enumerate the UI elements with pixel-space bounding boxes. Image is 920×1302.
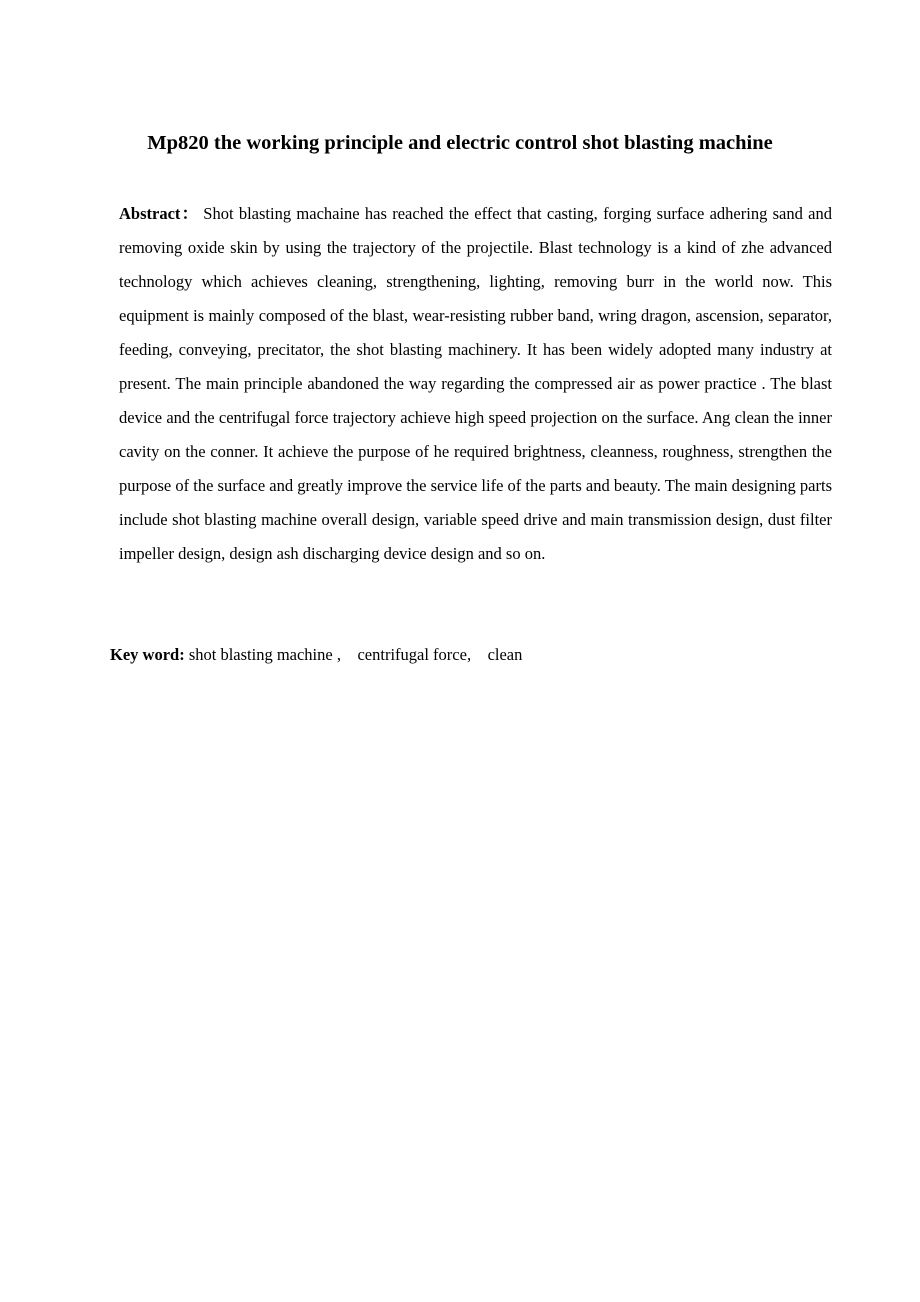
paper-title: Mp820 the working principle and electric control shot blasting machine bbox=[147, 132, 773, 154]
abstract-label: Abstract bbox=[119, 204, 181, 223]
abstract-paragraph bbox=[119, 197, 832, 571]
abstract-text: Shot blasting machaine has reached the effect that casting, forging surface adhering sand and removing oxide skin by using the trajectory of the projectile. Blast technology is a kind of zhe advanced technology which achieves cleaning, strengthening, lighting, removing burr in the world now. This equipment is mainly composed of the blast, wear-resisting rubber band, wring dragon, ascension, separator, feeding, conveying, precitator, the shot blasting machinery. It has been widely adopted many industry at present. The main principle abandoned the way regarding the compressed air as power practice . The blast device and the centrifugal force trajectory achieve high speed projection on the surface. Ang clean the inner cavity on the conner. It achieve the purpose of he required brightness, cleanness, roughness, strengthen the purpose of the surface and greatly improve the service life of the parts and beauty. The main designing parts include shot blasting machine overall design, variable speed drive and main transmission design, dust filter impeller design, design ash discharging device design and so on. bbox=[119, 204, 833, 563]
keywords-text: shot blasting machine , centrifugal force, clean bbox=[184, 645, 523, 664]
keywords-line bbox=[110, 640, 830, 670]
abstract-separator: ： bbox=[180, 204, 200, 223]
keywords-label: Key word: bbox=[110, 645, 185, 664]
